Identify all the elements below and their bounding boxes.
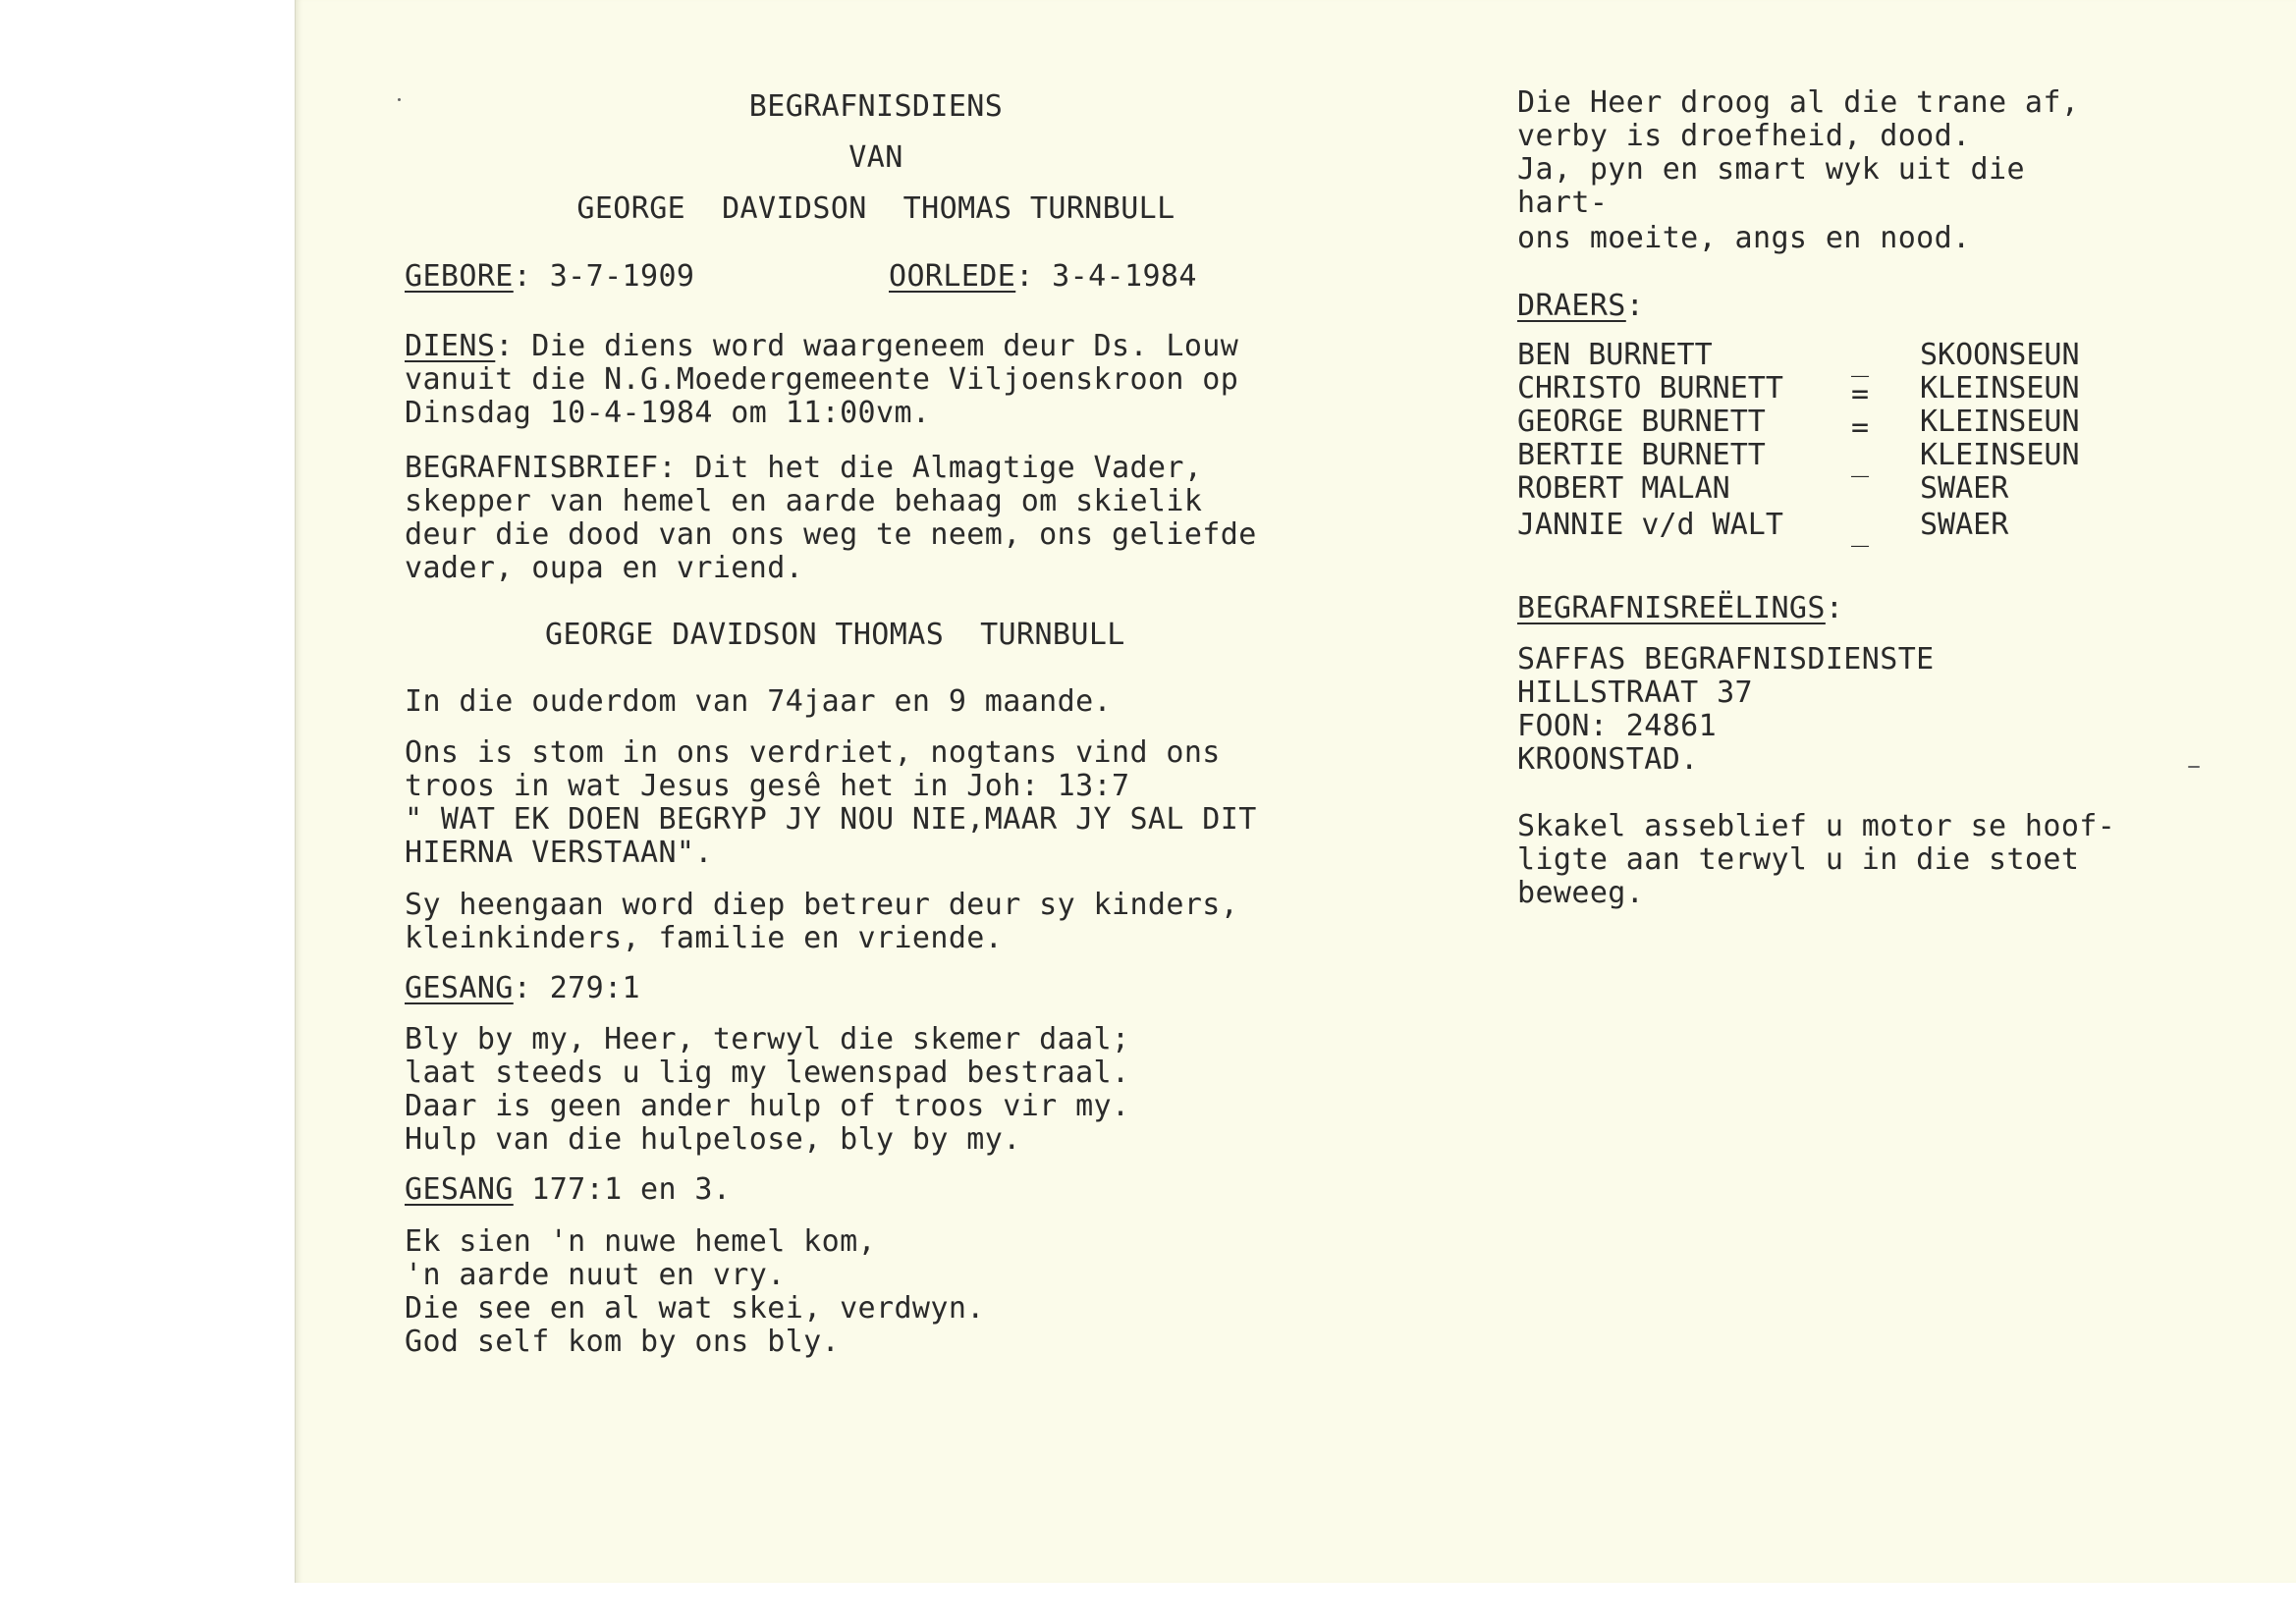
notice-line-3: beweeg. [1517, 876, 1645, 910]
hymn1-label: GESANG [405, 971, 514, 1005]
bearer-dash: = [1851, 377, 1870, 411]
program-title: BEGRAFNISDIENS [748, 89, 1004, 124]
arrangements-line-1: SAFFAS BEGRAFNISDIENSTE [1517, 642, 1935, 677]
paper-speck [398, 98, 401, 101]
bearer-row [1517, 405, 2106, 445]
service-label: DIENS [405, 329, 496, 363]
bearers-heading: DRAERS: [1517, 289, 1645, 323]
notice-line-2: ligte aan terwyl u in die stoet [1517, 842, 2080, 877]
hymn1-line-3: Daar is geen ander hulp of troos vir my. [405, 1089, 1130, 1123]
bearer-name: BEN BURNETT [1517, 338, 1713, 372]
hymn2-line-4: God self kom by ons bly. [405, 1325, 841, 1359]
service-line-2: vanuit die N.G.Moedergemeente Viljoenskroon op [405, 362, 1239, 397]
bearer-relation: KLEINSEUN [1920, 438, 2080, 472]
bearer-dash: _ [1851, 344, 1870, 378]
letter-line-1: BEGRAFNISBRIEF: Dit het die Almagtige Vader, [405, 451, 1203, 485]
hymn1-line-4: Hulp van die hulpelose, bly by my. [405, 1122, 1021, 1157]
bearer-row [1517, 508, 2106, 548]
bearer-name: JANNIE v/d WALT [1517, 508, 1783, 542]
program-van: VAN [848, 140, 903, 175]
verse-line-5: ons moeite, angs en nood. [1517, 221, 1971, 255]
hymn2-label: GESANG [405, 1172, 514, 1207]
bearer-name: BERTIE BURNETT [1517, 438, 1766, 472]
born-label: GEBORE [405, 259, 514, 294]
bearer-dash: _ [1851, 514, 1870, 548]
scripture-line-1: Ons is stom in ons verdriet, nogtans vind ons [405, 735, 1221, 770]
letter-line-2: skepper van hemel en aarde behaag om skielik [405, 484, 1203, 518]
born-value: : 3-7-1909 [513, 259, 695, 294]
bearer-relation: SWAER [1920, 471, 2009, 506]
mourned-line-2: kleinkinders, familie en vriende. [405, 921, 1004, 955]
hymn2-heading [405, 1173, 731, 1207]
born-line [405, 260, 694, 294]
scripture-line-4: HIERNA VERSTAAN". [405, 836, 713, 870]
hymn2-line-2: 'n aarde nuut en vry. [405, 1258, 786, 1292]
hymn2-line-3: Die see en al wat skei, verdwyn. [405, 1291, 985, 1326]
mourned-line-1: Sy heengaan word diep betreur deur sy kinders, [405, 888, 1239, 922]
deceased-name: GEORGE DAVIDSON THOMAS TURNBULL [576, 191, 1175, 226]
arrangements-heading: BEGRAFNISREËLINGS: [1517, 591, 1844, 625]
bearers-label: DRAERS [1517, 289, 1626, 323]
verse-line-3: Ja, pyn en smart wyk uit die [1517, 152, 2025, 187]
arrangements-label: BEGRAFNISREËLINGS [1517, 591, 1826, 625]
service-line-1: DIENS: Die diens word waargeneem deur Ds. Louw [405, 329, 1239, 363]
service-line-3: Dinsdag 10-4-1984 om 11:00vm. [405, 396, 931, 430]
bearer-row [1517, 338, 2106, 378]
arrangements-line-2: HILLSTRAAT 37 [1517, 676, 1753, 710]
bearer-relation: KLEINSEUN [1920, 371, 2080, 406]
verse-line-1: Die Heer droog al die trane af, [1517, 85, 2080, 120]
letter-line-3: deur die dood van ons weg te neem, ons geliefde [405, 517, 1257, 552]
arrangements-line-4: KROONSTAD. [1517, 742, 1699, 777]
verse-line-2: verby is droefheid, dood. [1517, 119, 1971, 153]
died-label: OORLEDE [889, 259, 1016, 294]
scripture-line-2: troos in wat Jesus gesê het in Joh: 13:7 [405, 769, 1130, 803]
hymn2-ref: 177:1 en 3. [513, 1172, 732, 1207]
hymn2-line-1: Ek sien 'n nuwe hemel kom, [405, 1224, 876, 1259]
age-line: In die ouderdom van 74jaar en 9 maande. [405, 684, 1112, 719]
bearer-dash: _ [1851, 444, 1870, 478]
bearer-relation: SWAER [1920, 508, 2009, 542]
bearer-row [1517, 472, 2106, 506]
bearer-row [1517, 438, 2106, 478]
bearer-name: GEORGE BURNETT [1517, 405, 1766, 439]
bearer-name: CHRISTO BURNETT [1517, 371, 1783, 406]
bearer-relation: KLEINSEUN [1920, 405, 2080, 439]
notice-line-1: Skakel asseblief u motor se hoof- [1517, 809, 2116, 843]
bearer-relation: SKOONSEUN [1920, 338, 2080, 372]
letter-line-4: vader, oupa en vriend. [405, 551, 804, 585]
scripture-line-3: " WAT EK DOEN BEGRYP JY NOU NIE,MAAR JY SAL DIT [405, 802, 1257, 837]
bearer-name: ROBERT MALAN [1517, 471, 1730, 506]
died-value: : 3-4-1984 [1015, 259, 1197, 294]
deceased-name-repeat: GEORGE DAVIDSON THOMAS TURNBULL [545, 618, 1125, 652]
died-line [889, 260, 1197, 294]
hymn1-heading [405, 972, 640, 1005]
arrangements-line-3: FOON: 24861 [1517, 709, 1718, 743]
paper-speck [2188, 766, 2200, 768]
hymn1-ref: : 279:1 [513, 971, 641, 1005]
hymn1-line-2: laat steeds u lig my lewenspad bestraal. [405, 1056, 1130, 1090]
bearer-dash: = [1851, 410, 1870, 445]
verse-line-4: hart- [1517, 186, 1609, 220]
hymn1-line-1: Bly by my, Heer, terwyl die skemer daal; [405, 1022, 1130, 1056]
bearer-row [1517, 371, 2106, 411]
